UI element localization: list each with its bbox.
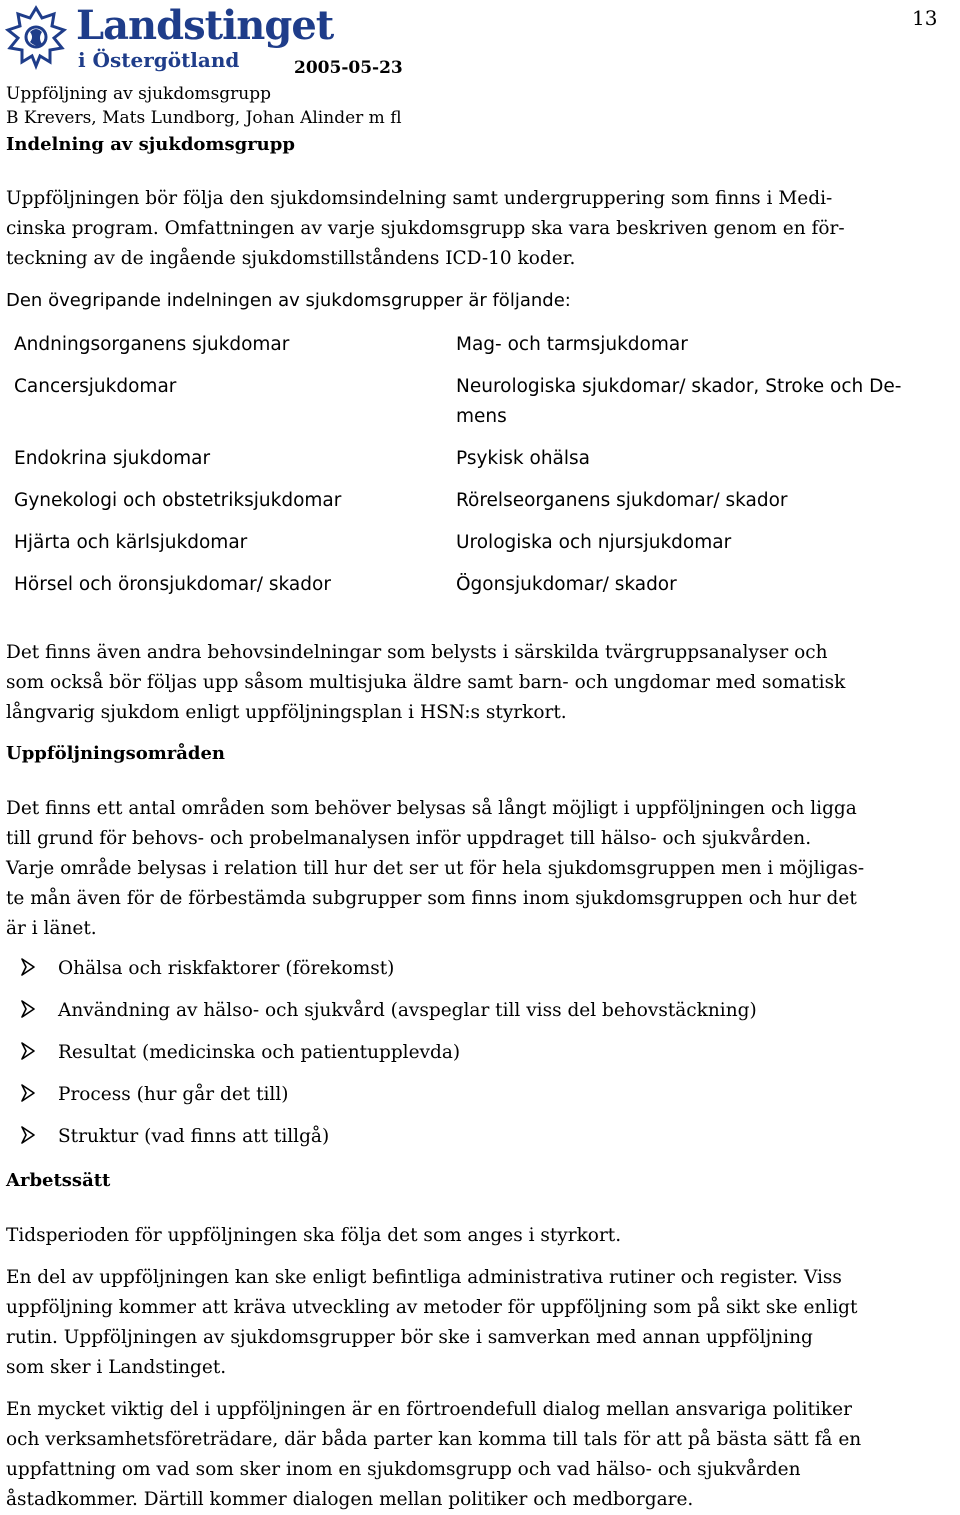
group-item: Hjärta och kärlsjukdomar (14, 532, 248, 553)
document-authors: B Krevers, Mats Lundborg, Johan Alinder m fl (6, 108, 402, 128)
list-item (20, 1041, 460, 1063)
routines-paragraph (6, 1263, 952, 1383)
text-line: Tidsperioden för uppföljningen ska följa det som anges i styrkort. (6, 1225, 622, 1246)
list-item (20, 1125, 329, 1147)
text-line: långvarig sjukdom enligt uppföljningsplan i HSN:s styrkort. (6, 702, 567, 723)
list-item-text: Process (hur går det till) (58, 1084, 289, 1105)
landstinget-logo (4, 2, 334, 76)
text-line: En mycket viktig del i uppföljningen är en förtroendefull dialog mellan ansvariga politiker (6, 1399, 852, 1420)
group-item: Psykisk ohälsa (456, 448, 590, 469)
group-item: Andningsorganens sjukdomar (14, 334, 290, 355)
group-item: Gynekologi och obstetriksjukdomar (14, 490, 342, 511)
text-line: En del av uppföljningen kan ske enligt befintliga administrativa rutiner och register. Viss (6, 1267, 842, 1288)
list-item (20, 999, 757, 1021)
text-line: rutin. Uppföljningen av sjukdomsgrupper bör ske i samverkan med annan uppföljning (6, 1327, 813, 1348)
logo-subtitle: i Östergötland (78, 48, 240, 72)
text-line: uppfattning om vad som sker inom en sjukdomsgrupp och vad hälso- och sjukvården (6, 1459, 801, 1480)
document-date: 2005-05-23 (294, 58, 403, 78)
landstinget-emblem-icon (4, 4, 68, 70)
group-item: Endokrina sjukdomar (14, 448, 211, 469)
text-line: Den övegripande indelningen av sjukdomsgrupper är följande: (6, 290, 571, 311)
logo-name: Landstinget (76, 2, 334, 49)
text-line: åstadkommer. Därtill kommer dialogen mellan politiker och medborgare. (6, 1489, 694, 1510)
period-paragraph (6, 1221, 952, 1251)
text-line: cinska program. Omfattningen av varje sjukdomsgrupp ska vara beskriven genom en för- (6, 218, 845, 239)
text-line: uppföljning kommer att kräva utveckling av metoder för uppföljning som på sikt ske enligt (6, 1297, 858, 1318)
group-item: Cancersjukdomar (14, 376, 177, 397)
text-line: Det finns även andra behovsindelningar som belysts i särskilda tvärgruppsanalyser och (6, 642, 828, 663)
page-number: 13 (912, 6, 938, 30)
list-item-text: Användning av hälso- och sjukvård (avspeglar till viss del behovstäckning) (58, 1000, 757, 1021)
intro-paragraph (6, 184, 952, 274)
text-line: teckning av de ingående sjukdomstillståndens ICD-10 koder. (6, 248, 576, 269)
group-item: Neurologiska sjukdomar/ skador, Stroke och De- (456, 376, 902, 397)
text-line: Uppföljningen bör följa den sjukdomsindelning samt undergruppering som finns i Medi- (6, 188, 833, 209)
list-item-text: Ohälsa och riskfaktorer (förekomst) (58, 958, 395, 979)
list-item-text: Struktur (vad finns att tillgå) (58, 1126, 330, 1147)
text-line: Det finns ett antal områden som behöver belysas så långt möjligt i uppföljningen och ligga (6, 798, 857, 819)
text-line: till grund för behovs- och probelmanalysen inför uppdraget till hälso- och sjukvården. (6, 828, 812, 849)
arrow-bullet-icon (20, 1083, 36, 1103)
group-item: mens (456, 406, 507, 427)
group-item: Ögonsjukdomar/ skador (456, 574, 677, 595)
dialog-paragraph (6, 1395, 952, 1515)
group-item: Mag- och tarmsjukdomar (456, 334, 688, 355)
text-line: som också bör följas upp såsom multisjuka äldre samt barn- och ungdomar med somatisk (6, 672, 846, 693)
group-item: Rörelseorganens sjukdomar/ skador (456, 490, 788, 511)
group-item: Urologiska och njursjukdomar (456, 532, 732, 553)
text-line: som sker i Landstinget. (6, 1357, 227, 1378)
arrow-bullet-icon (20, 1041, 36, 1061)
text-line: är i länet. (6, 918, 97, 939)
arrow-bullet-icon (20, 999, 36, 1019)
document-title: Uppföljning av sjukdomsgrupp (6, 84, 272, 104)
arrow-bullet-icon (20, 1125, 36, 1145)
section-title-uppfoljningsomraden: Uppföljningsområden (6, 743, 226, 764)
text-line: te mån även för de förbestämda subgrupper som finns inom sjukdomsgruppen och hur det (6, 888, 857, 909)
section-title-arbetssatt: Arbetssätt (6, 1170, 111, 1191)
group-item: Hörsel och öronsjukdomar/ skador (14, 574, 331, 595)
lead-text (6, 286, 952, 316)
other-groupings-paragraph (6, 638, 952, 728)
areas-paragraph (6, 794, 952, 944)
section-title-indelning: Indelning av sjukdomsgrupp (6, 134, 295, 155)
text-line: Varje område belysas i relation till hur det ser ut för hela sjukdomsgruppen men i möjligas- (6, 858, 865, 879)
arrow-bullet-icon (20, 957, 36, 977)
list-item (20, 957, 394, 979)
list-item (20, 1083, 288, 1105)
list-item-text: Resultat (medicinska och patientupplevda) (58, 1042, 461, 1063)
text-line: och verksamhetsföreträdare, där båda parter kan komma till tals för att på bästa sätt få en (6, 1429, 862, 1450)
